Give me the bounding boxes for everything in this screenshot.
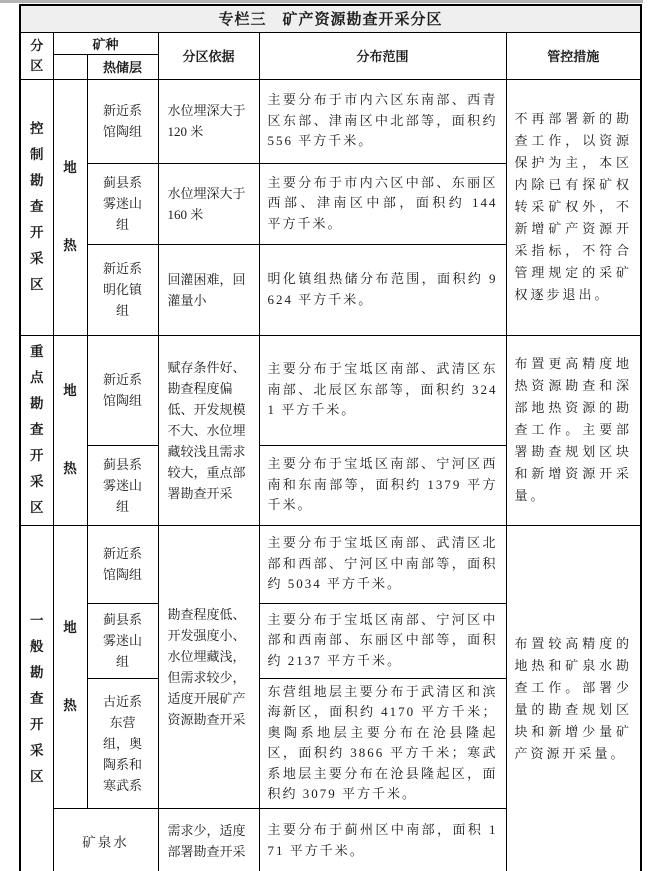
basis-cell: 水位埋深大于 120 米 <box>158 79 259 163</box>
range-cell: 主要分布于宝坻区南部、宁河区西南和东南部等，面积约 1379 平方千米。 <box>259 445 506 525</box>
zone-label: 控制勘查开采区 <box>30 121 44 292</box>
reservoir-cell: 新近系馆陶组 <box>87 525 158 603</box>
zone-cell-key <box>20 335 53 525</box>
header-mineral: 矿种 <box>53 32 158 54</box>
mineral-label: 地热 <box>63 619 77 713</box>
range-cell: 东营组地层主要分布于武清区和滨海新区，面积约 4170 平方千米；奥陶系地层主要分布在沧县隆起区，面积约 3866 平方千米；寒武系地层主要分布在沧县隆起区，面积约 3079 平方千米。 <box>259 678 506 808</box>
mineral-cell-geothermal <box>53 525 87 808</box>
reservoir-cell: 古近系东营组，奥陶系和寒武系 <box>87 678 158 808</box>
table-row <box>20 525 641 603</box>
zone-label: 一般勘查开采区 <box>30 613 44 785</box>
basis-cell: 水位埋深大于 160 米 <box>158 163 259 244</box>
reservoir-cell: 蓟县系雾迷山组 <box>87 603 158 678</box>
reservoir-cell: 新近系馆陶组 <box>87 79 158 163</box>
mineral-subheader-spacer <box>53 54 87 79</box>
mineral-cell-geothermal <box>53 79 87 335</box>
range-cell: 明化镇组热储分布范围，面积约 9624 平方千米。 <box>259 244 506 335</box>
table-title: 专栏三 矿产资源勘查开采分区 <box>20 5 641 32</box>
measures-cell: 布置较高精度的地热和矿泉水勘查工作。部署少量的勘查规划区块和新增少量矿产资源开采量。 <box>506 525 641 871</box>
page-top-edge <box>0 0 643 3</box>
mineral-label: 地热 <box>63 160 77 253</box>
range-cell: 主要分布于宝坻区南部、武清区东南部、北辰区东部等，面积约 3241 平方千米。 <box>259 335 506 445</box>
header-range: 分布范围 <box>259 32 506 79</box>
basis-cell-shared: 赋存条件好、勘查程度偏低、开发规模不大、水位埋藏较浅且需求较大，重点部署勘查开采 <box>158 335 259 525</box>
range-cell: 主要分布于市内六区东南部、西青区东部、津南区中北部等，面积约 556 平方千米。 <box>259 79 506 163</box>
range-cell: 主要分布于市内六区中部、东丽区西部、津南区中部，面积约 144 平方千米。 <box>259 163 506 244</box>
table-row <box>20 79 641 163</box>
mineral-label: 地热 <box>63 383 77 476</box>
header-measures: 管控措施 <box>506 32 641 79</box>
basis-cell: 需求少，适度部署勘查开采 <box>158 808 259 871</box>
header-zone-label: 分区 <box>30 37 44 73</box>
range-cell: 主要分布于宝坻区南部、宁河区中部和西南部、东丽区中部等，面积约 2137 平方千米。 <box>259 603 506 678</box>
reservoir-cell: 新近系明化镇组 <box>87 244 158 335</box>
measures-cell: 不再部署新的勘查工作，以资源保护为主，本区内除已有探矿权转采矿权外，不新增矿产资源开采指标，不符合管理规定的采矿权逐步退出。 <box>506 79 641 335</box>
reservoir-cell: 蓟县系雾迷山组 <box>87 163 158 244</box>
table-row <box>20 335 641 445</box>
mineral-cell-mineral-water: 矿泉水 <box>53 808 158 871</box>
mineral-zoning-table <box>19 4 642 871</box>
basis-cell-shared: 勘查程度低、开发强度小、水位埋藏浅，但需求较少，适度开展矿产资源勘查开采 <box>158 525 259 808</box>
zone-label: 重点勘查开采区 <box>30 344 44 515</box>
range-cell: 主要分布于宝坻区南部、武清区北部和西部、宁河区中南部等，面积约 5034 平方千米。 <box>259 525 506 603</box>
header-reservoir: 热储层 <box>87 54 158 79</box>
reservoir-cell: 新近系馆陶组 <box>87 335 158 445</box>
basis-cell: 回灌困难，回灌量小 <box>158 244 259 335</box>
measures-cell: 布置更高精度地热资源勘查和深部地热资源的勘查工作。主要部署勘查规划区块和新增资源开采量。 <box>506 335 641 525</box>
header-basis: 分区依据 <box>158 32 259 79</box>
header-row-1 <box>20 32 641 54</box>
table-title-row <box>20 5 641 32</box>
mineral-cell-geothermal <box>53 335 87 525</box>
range-cell: 主要分布于蓟州区中南部，面积 171 平方千米。 <box>259 808 506 871</box>
header-zone <box>20 32 53 79</box>
reservoir-cell: 蓟县系雾迷山组 <box>87 445 158 525</box>
zone-cell-control <box>20 79 53 335</box>
zone-cell-general <box>20 525 53 871</box>
